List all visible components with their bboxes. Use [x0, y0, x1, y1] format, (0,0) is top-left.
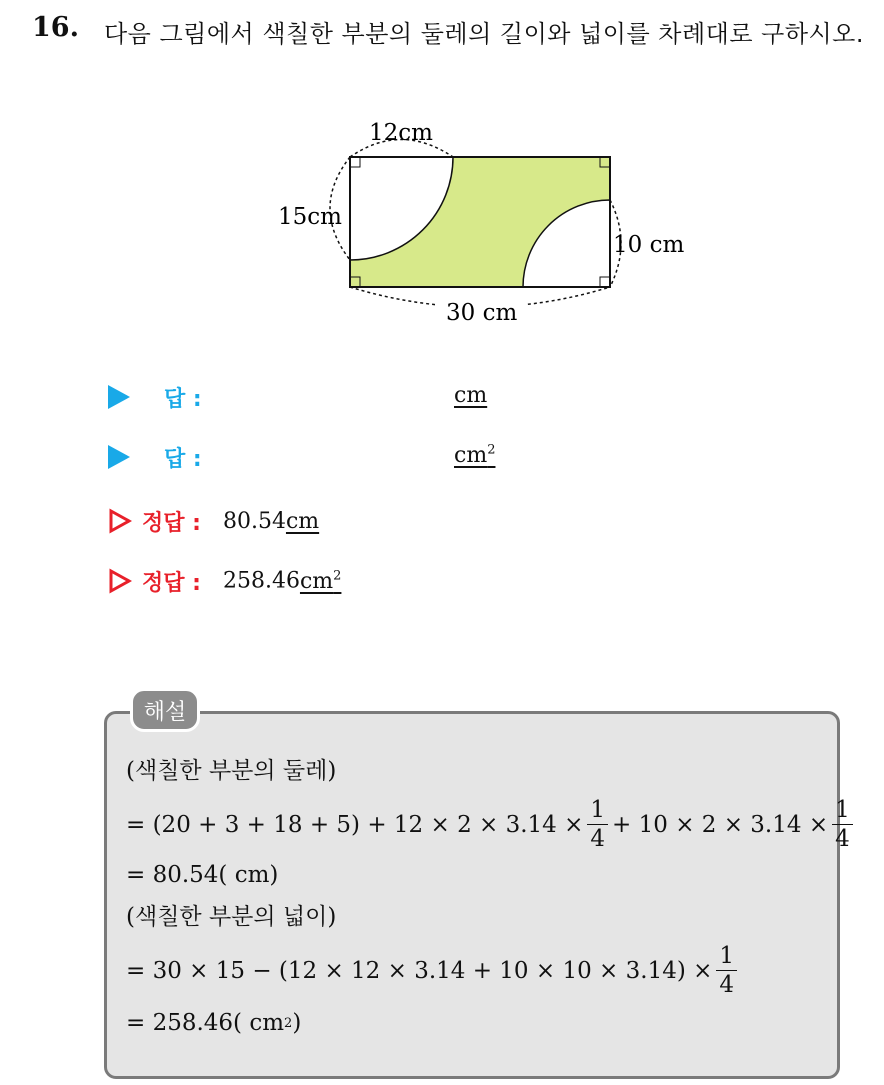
solution-tag: 해설: [130, 688, 200, 732]
label-bottom: 30 cm: [446, 300, 518, 326]
answer-unit: cm: [454, 383, 488, 408]
answer-unit: $cm^2$: [454, 443, 496, 469]
correct-value: $258.46cm^2$: [222, 568, 342, 594]
play-triangle-icon: [108, 385, 130, 409]
label-left: 15cm: [278, 204, 342, 230]
outline-triangle-icon: [108, 568, 132, 594]
solution-line: = 30 × 15 − (12 × 12 × 3.14 + 10 × 10 × 3.14) × $\frac{1}{4}$: [126, 942, 741, 999]
answer-label: 답 :: [164, 446, 202, 472]
answer-row-perimeter: [108, 380, 202, 414]
correct-row-area: [108, 564, 341, 598]
question-text: 다음 그림에서 색칠한 부분의 둘레의 길이와 넓이를 차례대로 구하시오.: [104, 20, 864, 48]
fraction: $\frac{1}{4}$: [587, 796, 608, 853]
solution-line: (색칠한 부분의 둘레): [126, 758, 337, 784]
fraction: $\frac{1}{4}$: [832, 796, 853, 853]
figure: [270, 112, 690, 332]
question-number: 16.: [32, 12, 79, 43]
answer-row-area: [108, 440, 202, 474]
solution-line: = (20 + 3 + 18 + 5) + 12 × 2 × 3.14 × $\frac{1}{4}$ + 10 × 2 × 3.14 × $\frac{1}{4}$: [126, 796, 857, 853]
fraction: $\frac{1}{4}$: [716, 942, 737, 999]
answer-label: 답 :: [164, 386, 202, 412]
outline-triangle-icon: [108, 508, 132, 534]
correct-value: 80.54cm: [222, 508, 320, 534]
label-right: 10 cm: [613, 232, 685, 258]
label-top: 12cm: [369, 120, 433, 146]
play-triangle-icon: [108, 445, 130, 469]
solution-line: = 258.46( cm 2 ): [126, 1010, 302, 1036]
correct-row-perimeter: [108, 504, 319, 538]
solution-line: = 80.54( cm): [126, 862, 279, 888]
correct-label: 정답 :: [142, 510, 201, 536]
solution-line: (색칠한 부분의 넓이): [126, 904, 337, 930]
correct-label: 정답 :: [142, 570, 201, 596]
